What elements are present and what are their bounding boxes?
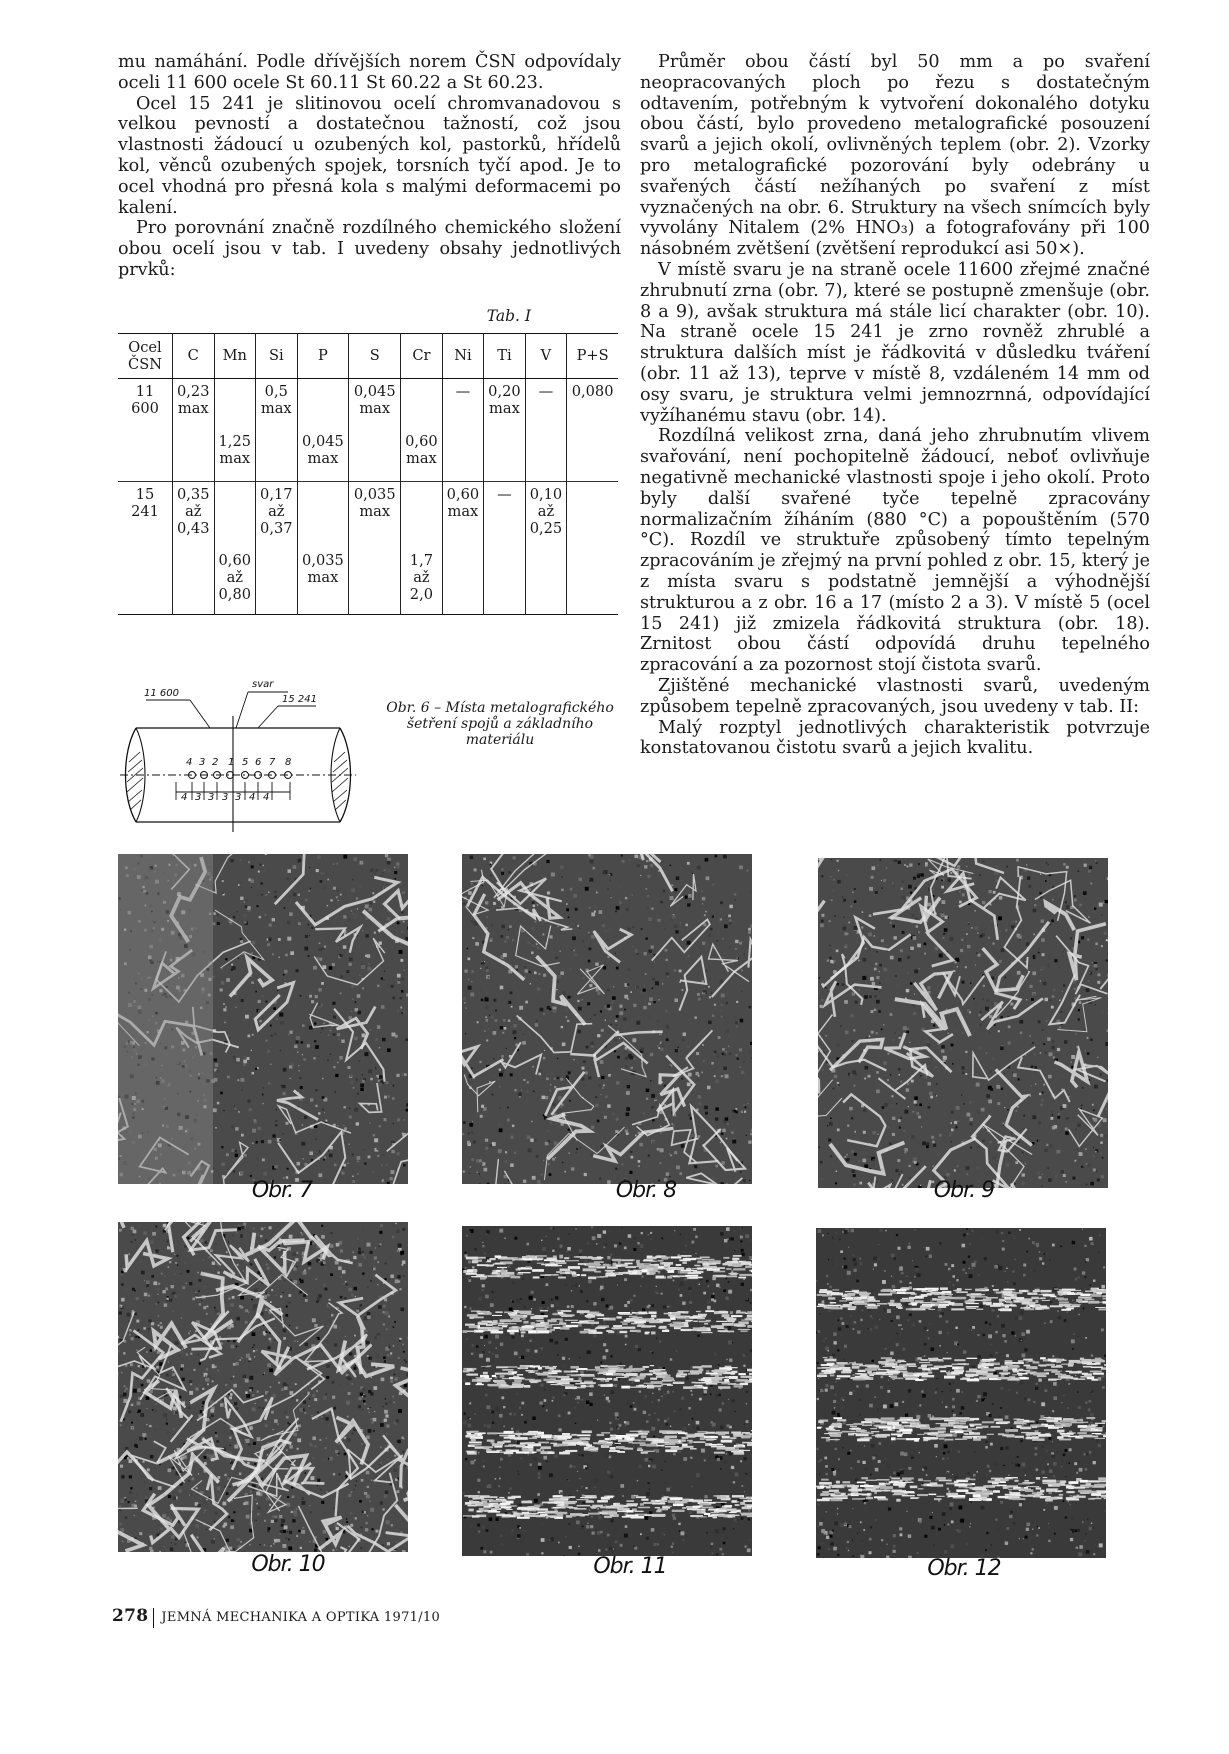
- table-cell: [349, 429, 401, 482]
- table-cell: [297, 481, 349, 548]
- table-cell: 0,20 max: [484, 378, 526, 429]
- table-header-cell: Si: [256, 333, 298, 378]
- left-column: [118, 52, 621, 615]
- footer-divider: [153, 1608, 154, 1628]
- point-label: 5: [242, 757, 249, 768]
- spacing-label: 3: [195, 792, 202, 803]
- table-cell: 0,17 až 0,37: [256, 481, 298, 548]
- table-cell: 0,080: [567, 378, 618, 429]
- table-cell: [214, 378, 256, 429]
- table-cell: [567, 429, 618, 482]
- table-cell: —: [442, 378, 484, 429]
- micrograph: [816, 1228, 1106, 1558]
- label-steel-15241: 15 241: [282, 694, 317, 705]
- table-cell: 1,7 až 2,0: [401, 548, 443, 615]
- table-cell: [567, 548, 618, 615]
- table-row: [118, 548, 618, 615]
- table-cell: 15 241: [118, 481, 173, 548]
- table-cell: [401, 378, 443, 429]
- table-cell: —: [484, 481, 526, 548]
- figure-label: Obr. 9: [933, 1178, 995, 1203]
- micrograph: [462, 854, 752, 1184]
- figure-label: Obr. 11: [593, 1554, 667, 1579]
- table-header-cell: Mn: [214, 333, 256, 378]
- point-label: 7: [269, 757, 276, 768]
- figure-label: Obr. 12: [927, 1556, 1001, 1581]
- table-header-cell: V: [525, 333, 567, 378]
- point-label: 1: [228, 757, 235, 768]
- table-cell: 0,035 max: [349, 481, 401, 548]
- table-header-cell: S: [349, 333, 401, 378]
- paragraph: Ocel 15 241 je slitinovou ocelí chromvanadovou s velkou pevností a dostatečnou tažností, což jsou vlastnosti žádoucí u ozubených kol, pastorků, hřídelů kol, věnců ozubených spojek, torsních tyčí apod. Je to ocel vhodná pro přesná kola s malými deformacemi po kalení.: [118, 93, 621, 218]
- paragraph: Rozdílná velikost zrna, daná jeho zhrubnutím vlivem svařování, není pochopitelně žádoucí, neboť ovlivňuje negativně mechanické vlastnosti spoje i jeho okolí. Proto byly další svařené tyče tepelně zpracovány normalizačním žíháním (880 °C) a popouštěním (570 °C). Rozdíl ve struktuře způsobený tímto tepelným zpracováním je zřejmý na první pohled z obr. 15, který je z místa svaru s podstatně jemnější a výhodnější strukturou a z obr. 16 a 17 (místo 2 a 3). V místě 5 (ocel 15 241) již zmizela řádkovitá struktura (obr. 18). Zrnitost obou částí odpovídá druhu tepelného zpracování a za pozornost stojí čistota svarů.: [640, 426, 1150, 676]
- table-cell: [214, 481, 256, 548]
- table-cell: [118, 548, 173, 615]
- table-cell: 0,23 max: [173, 378, 215, 429]
- figure-label: Obr. 8: [615, 1178, 677, 1203]
- page-footer: [112, 1606, 440, 1628]
- label-weld: svar: [252, 679, 274, 690]
- point-label: 3: [199, 757, 206, 768]
- table-cell: 0,045 max: [297, 429, 349, 482]
- spacing-label: 3: [208, 792, 215, 803]
- table-cell: [567, 481, 618, 548]
- table-cell: [525, 429, 567, 482]
- label-steel-11600: 11 600: [144, 688, 179, 699]
- table-cell: 0,5 max: [256, 378, 298, 429]
- spacing-label: 4: [181, 792, 188, 803]
- table-header-cell: Cr: [401, 333, 443, 378]
- figure-label: Obr. 7: [251, 1178, 313, 1203]
- table-header-cell: Ocel ČSN: [118, 333, 173, 378]
- spacing-label: 3: [235, 792, 242, 803]
- table-cell: 0,60 až 0,80: [214, 548, 256, 615]
- table-row: [118, 481, 618, 548]
- table-row: [118, 429, 618, 482]
- table-header-cell: P: [297, 333, 349, 378]
- table-cell: 0,60 max: [401, 429, 443, 482]
- paragraph: V místě svaru je na straně ocele 11600 zřejmé značné zhrubnutí zrna (obr. 7), které se postupně zmenšuje (obr. 8 a 9), avšak struktura má stále licí charakter (obr. 10). Na straně ocele 15 241 je zrno rovněž zhrublé a struktura dalších míst je řádkovitá v důsledku tváření (obr. 11 až 13), teprve v místě 8, vzdáleném 14 mm od osy svaru, je struktura velmi jemnozrnná, odpovídající vyžíhanému stavu (obr. 14).: [640, 259, 1150, 426]
- spacing-label: 4: [249, 792, 256, 803]
- micrograph: [818, 858, 1108, 1188]
- point-label: 4: [186, 757, 193, 768]
- spacing-label: 3: [222, 792, 229, 803]
- figure-caption: Obr. 6 – Místa metalografického šetření spojů a základního materiálu: [386, 700, 614, 748]
- figure-label: Obr. 10: [251, 1552, 325, 1577]
- table-cell: [256, 548, 298, 615]
- paragraph: Pro porovnání značně rozdílného chemického složení obou ocelí jsou v tab. I uvedeny obsahy jednotlivých prvků:: [118, 218, 621, 280]
- composition-table: [118, 333, 618, 615]
- table-cell: [349, 548, 401, 615]
- paragraph: Malý rozptyl jednotlivých charakteristik potvrzuje konstatovanou čistotu svarů a jejich kvalitu.: [640, 717, 1150, 759]
- table-cell: [484, 429, 526, 482]
- table-cell: [442, 548, 484, 615]
- table-header-cell: P+S: [567, 333, 618, 378]
- weld-diagram: [118, 672, 358, 832]
- micrograph: [462, 1226, 752, 1556]
- right-column: [640, 52, 1150, 759]
- table-cell: [401, 481, 443, 548]
- page-number: 278: [112, 1606, 149, 1626]
- table-cell: [173, 429, 215, 482]
- table-cell: [173, 548, 215, 615]
- table-cell: 11 600: [131, 382, 159, 417]
- micrograph: [118, 1222, 408, 1552]
- table-cell: 0,35 až 0,43: [173, 481, 215, 548]
- micrograph: [118, 854, 408, 1184]
- table-cell: 0,035 max: [297, 548, 349, 615]
- table-cell: 0,045 max: [349, 378, 401, 429]
- table-cell: [118, 429, 173, 482]
- table-cell: [525, 548, 567, 615]
- table-cell: [442, 429, 484, 482]
- table-header-row: [118, 333, 618, 378]
- table-cell: [484, 548, 526, 615]
- table-row: [118, 378, 618, 429]
- paragraph: Zjištěné mechanické vlastnosti svarů, uvedeným způsobem tepelně zpracovaných, jsou uvedeny v tab. II:: [640, 675, 1150, 717]
- table-caption: Tab. I: [486, 306, 531, 325]
- table-cell: 0,10 až 0,25: [525, 481, 567, 548]
- table-header-cell: Ti: [484, 333, 526, 378]
- point-label: 8: [285, 757, 292, 768]
- paragraph: mu namáhání. Podle dřívějších norem ČSN odpovídaly oceli 11 600 ocele St 60.11 St 60.22 a St 60.23.: [118, 52, 621, 93]
- weld-diagram-svg: [118, 672, 358, 832]
- table-cell: 1,25 max: [214, 429, 256, 482]
- table-cell: [297, 378, 349, 429]
- paragraph: Průměr obou částí byl 50 mm a po svaření neopracovaných ploch po řezu s dostatečným odtavením, potřebným k vytvoření dokonalého dotyku obou částí, bylo provedeno metalografické posouzení svarů a jejich okolí, ovlivněných teplem (obr. 2). Vzorky pro metalografické pozorování byly odebrány u svařených částí nežíhaných po svaření z míst vyznačených na obr. 6. Struktury na všech snímcích byly vyvolány Nitalem (2% HNO₃) a fotografovány při 100 násobném zvětšení (zvětšení reprodukcí asi 50×).: [640, 52, 1150, 260]
- spacing-label: 4: [263, 792, 270, 803]
- point-label: 6: [255, 757, 262, 768]
- table-cell: 0,60 max: [442, 481, 484, 548]
- point-label: 2: [212, 757, 219, 768]
- table-header-cell: Ni: [442, 333, 484, 378]
- journal-title: JEMNÁ MECHANIKA A OPTIKA 1971/10: [161, 1610, 441, 1625]
- table-cell: [256, 429, 298, 482]
- table-cell: —: [525, 378, 567, 429]
- table-header-cell: C: [173, 333, 215, 378]
